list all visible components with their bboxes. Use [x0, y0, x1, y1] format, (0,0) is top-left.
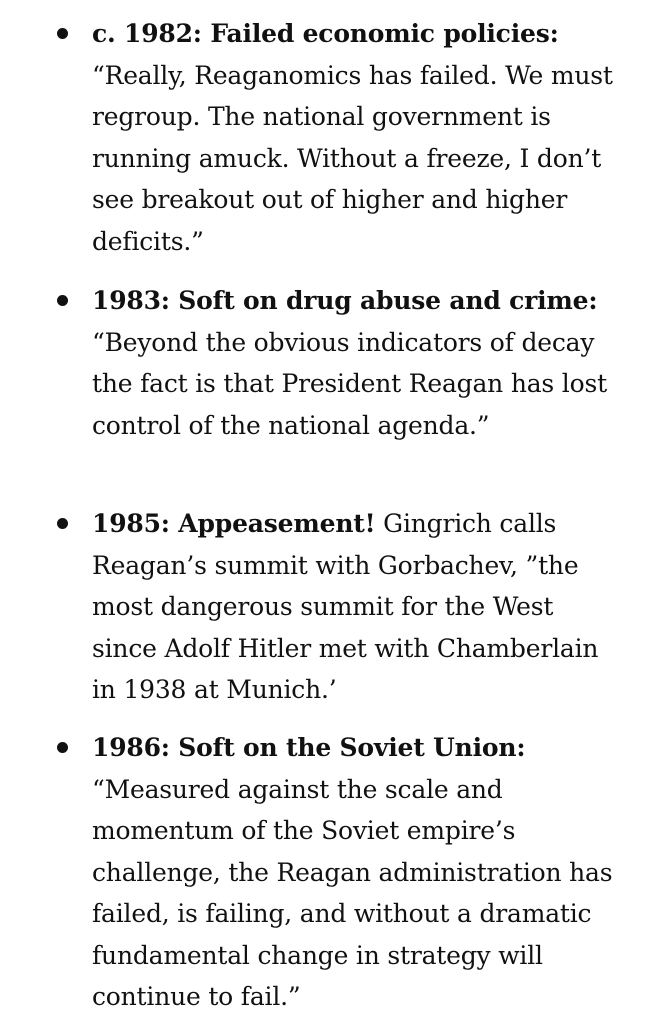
item-heading: 1983: Soft on drug abuse and crime: — [92, 286, 598, 315]
item-quote: “Beyond the obvious indicators of decay the fact is that President Reagan has lost control of the national agenda.” — [92, 327, 607, 440]
item-heading: 1985: Appeasement! — [92, 509, 376, 538]
item-quote: “Measured against the scale and momentum of the Soviet empire’s challenge, the Reagan administration has failed, is failing, and without a dramatic fundamental change in strategy will continue to fail.” — [92, 774, 613, 1011]
list-item-text — [92, 13, 622, 262]
item-quote: “Really, Reaganomics has failed. We must regroup. The national government is running amuck. Without a freeze, I don’t see breakout out of higher and higher deficits.” — [92, 60, 613, 256]
bullet-icon — [57, 742, 68, 753]
list-item-text — [92, 503, 622, 711]
item-heading: c. 1982: Failed economic policies: — [92, 19, 559, 48]
bullet-icon — [57, 28, 68, 39]
item-heading: 1986: Soft on the Soviet Union: — [92, 733, 526, 762]
bullet-icon — [57, 295, 68, 306]
list-item-text — [92, 727, 622, 1018]
item-quote: Gingrich calls Reagan’s summit with Gorbachev, ”the most dangerous summit for the West since Adolf Hitler met with Chamberlain in 1938 at Munich.’ — [92, 509, 599, 704]
list-item-text — [92, 280, 622, 446]
bullet-icon — [57, 518, 68, 529]
